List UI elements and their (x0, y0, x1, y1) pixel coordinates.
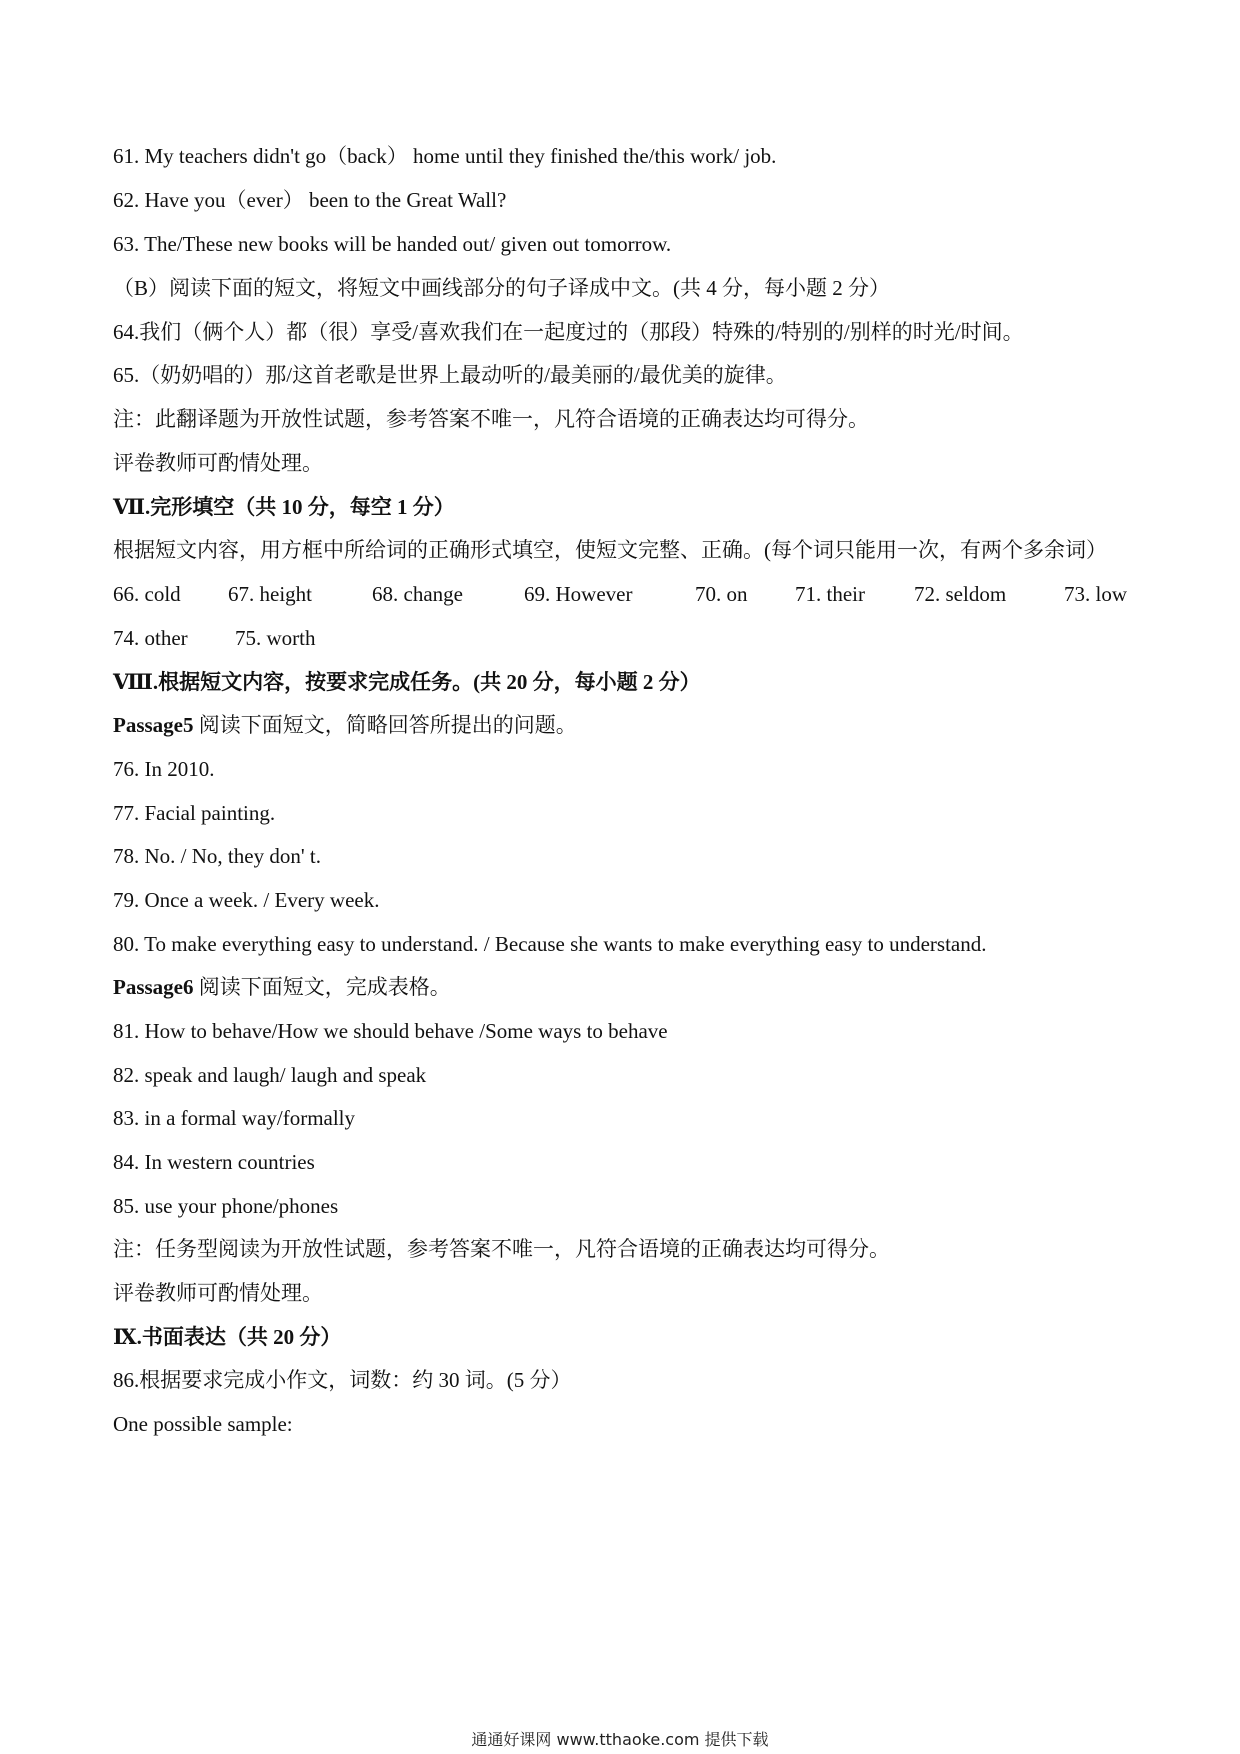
task-reading-note-grader: 评卷教师可酌情处理。 (113, 1281, 323, 1305)
cloze-answer-75: 75. worth (235, 626, 316, 650)
answer-61: 61. My teachers didn't go（back） home until they finished the/this work/ job. (113, 144, 777, 168)
section-9-title: Ⅸ.书面表达（共 20 分） (113, 1325, 342, 1349)
cloze-answer-67: 67. height (228, 582, 312, 606)
cloze-answer-72: 72. seldom (914, 582, 1007, 606)
task-reading-note: 注：任务型阅读为开放性试题，参考答案不唯一，凡符合语境的正确表达均可得分。 (113, 1237, 890, 1261)
passage-6-heading (113, 973, 451, 1001)
answer-65: 65.（奶奶唱的）那/这首老歌是世界上最动听的/最美丽的/最优美的旋律。 (113, 363, 787, 387)
passage-6-label: Passage6 (113, 975, 194, 999)
answer-82: 82. speak and laugh/ laugh and speak (113, 1063, 427, 1087)
footer-source: 通通好课网 www.tthaoke.com 提供下载 (471, 1730, 769, 1749)
section-7-title: Ⅶ.完形填空（共 10 分，每空 1 分） (113, 495, 455, 519)
cloze-answer-73: 73. low (1064, 582, 1127, 606)
translation-note-grader: 评卷教师可酌情处理。 (113, 451, 323, 475)
cloze-answer-69: 69. However (524, 582, 633, 606)
answer-83: 83. in a formal way/formally (113, 1106, 356, 1130)
answer-86-instructions: 86.根据要求完成小作文，词数：约 30 词。(5 分） (113, 1368, 572, 1392)
answer-76: 76. In 2010. (113, 757, 215, 781)
cloze-answer-68: 68. change (372, 582, 463, 606)
cloze-answer-74: 74. other (113, 626, 188, 650)
answer-79: 79. Once a week. / Every week. (113, 888, 380, 912)
answer-81: 81. How to behave/How we should behave /Some ways to behave (113, 1019, 668, 1043)
cloze-answer-70: 70. on (695, 582, 748, 606)
passage-5-heading (113, 711, 577, 739)
answer-85: 85. use your phone/phones (113, 1194, 339, 1218)
answer-77: 77. Facial painting. (113, 801, 276, 825)
answer-84: 84. In western countries (113, 1150, 315, 1174)
answer-78: 78. No. / No, they don' t. (113, 844, 321, 868)
answer-63: 63. The/These new books will be handed out/ given out tomorrow. (113, 232, 672, 256)
passage-6-instructions: 阅读下面短文，完成表格。 (193, 975, 451, 999)
passage-5-label: Passage5 (113, 713, 194, 737)
cloze-answers-row-1 (0, 580, 1240, 608)
answer-80: 80. To make everything easy to understand. / Because she wants to make everything easy to understand. (113, 932, 987, 956)
answer-62: 62. Have you（ever） been to the Great Wall? (113, 188, 507, 212)
cloze-answers-row-2 (0, 624, 1240, 652)
translation-note: 注：此翻译题为开放性试题，参考答案不唯一，凡符合语境的正确表达均可得分。 (113, 407, 869, 431)
part-b-instructions: （B）阅读下面的短文，将短文中画线部分的句子译成中文。(共 4 分，每小题 2 分） (113, 276, 890, 300)
section-8-title: Ⅷ.根据短文内容，按要求完成任务。(共 20 分，每小题 2 分） (113, 670, 701, 694)
section-7-instructions: 根据短文内容，用方框中所给词的正确形式填空，使短文完整、正确。(每个词只能用一次，有两个多余词） (113, 538, 1107, 562)
passage-5-instructions: 阅读下面短文，简略回答所提出的问题。 (193, 713, 577, 737)
answer-64: 64.我们（俩个人）都（很）享受/喜欢我们在一起度过的（那段）特殊的/特别的/别样的时光/时间。 (113, 320, 1024, 344)
cloze-answer-66: 66. cold (113, 582, 181, 606)
cloze-answer-71: 71. their (795, 582, 865, 606)
sample-label: One possible sample: (113, 1412, 293, 1436)
